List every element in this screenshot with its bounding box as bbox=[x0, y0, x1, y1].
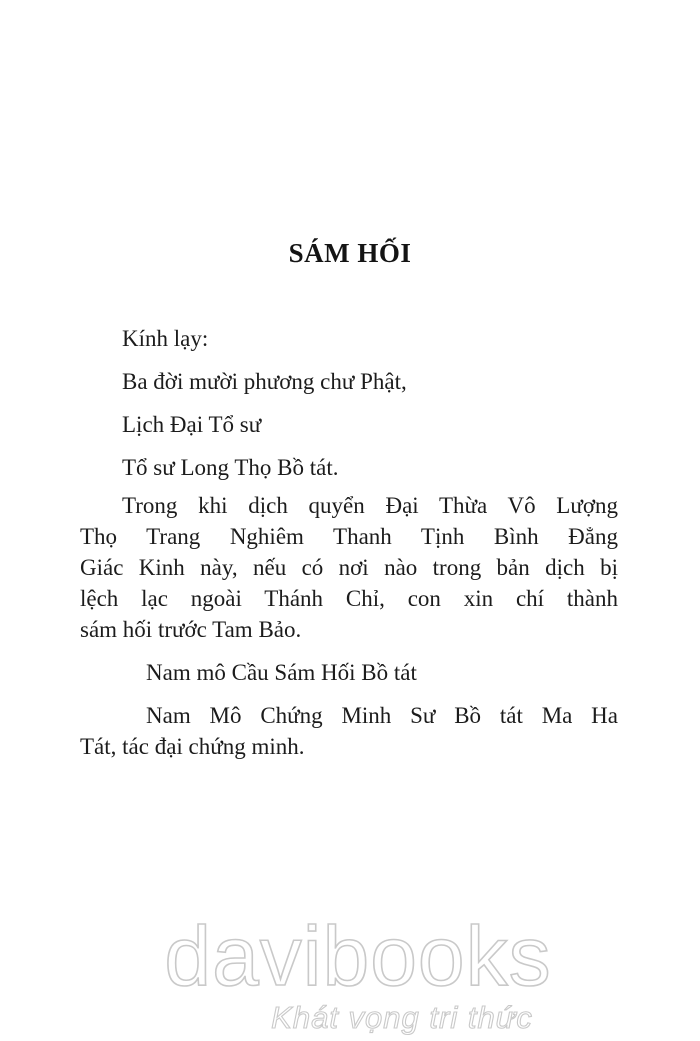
greeting-line: Kính lạy: bbox=[122, 326, 209, 351]
watermark-brand: davibooks bbox=[164, 915, 552, 1003]
witness-paragraph bbox=[80, 700, 618, 762]
invocation-line-1: Ba đời mười phương chư Phật, bbox=[122, 369, 407, 394]
prayer-line: Nam mô Cầu Sám Hối Bồ tát bbox=[146, 660, 417, 685]
paragraph-line: lệch lạc ngoài Thánh Chỉ, con xin chí thành bbox=[80, 586, 618, 611]
invocation-line-3: Tổ sư Long Thọ Bồ tát. bbox=[122, 455, 339, 480]
paragraph-line: Thọ Trang Nghiêm Thanh Tịnh Bình Đẳng bbox=[80, 524, 618, 549]
page-title: SÁM HỐI bbox=[288, 238, 412, 268]
watermark-logo bbox=[0, 915, 700, 1041]
publisher-watermark bbox=[0, 915, 700, 1041]
watermark-slogan: Khát vọng tri thức bbox=[271, 1000, 533, 1035]
paragraph-line: Tát, tác đại chứng minh. bbox=[80, 734, 305, 759]
paragraph-line: sám hối trước Tam Bảo. bbox=[80, 617, 302, 642]
paragraph-line: Nam Mô Chứng Minh Sư Bồ tát Ma Ha bbox=[146, 703, 618, 728]
invocation-line-2: Lịch Đại Tổ sư bbox=[122, 412, 262, 437]
paragraph-line: Trong khi dịch quyển Đại Thừa Vô Lượng bbox=[122, 493, 618, 518]
translation-paragraph bbox=[80, 490, 618, 645]
paragraph-line: Giác Kinh này, nếu có nơi nào trong bản dịch bị bbox=[80, 555, 618, 580]
